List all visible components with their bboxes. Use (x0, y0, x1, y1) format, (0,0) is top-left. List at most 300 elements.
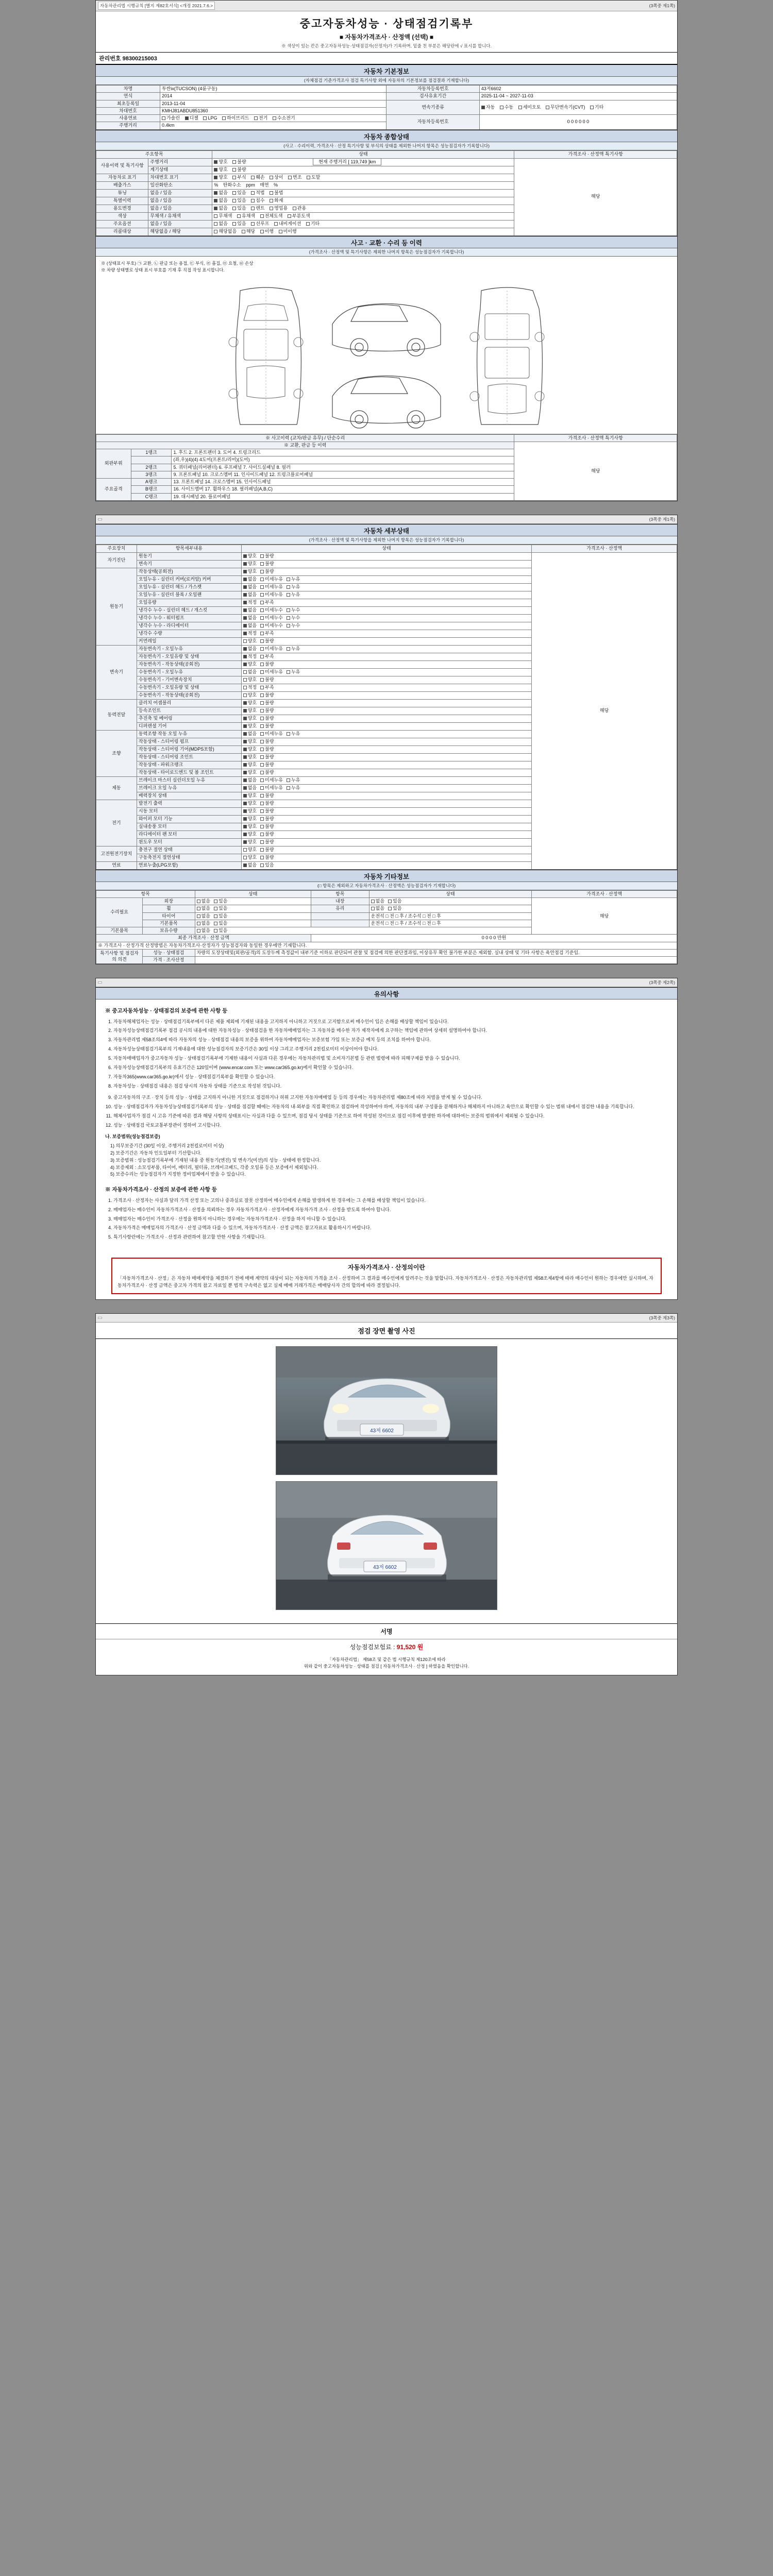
checkbox-icon[interactable] (287, 608, 290, 612)
checkbox-icon[interactable] (243, 578, 247, 581)
checkbox-icon[interactable] (243, 732, 247, 736)
checkbox-icon[interactable] (243, 840, 247, 844)
checkbox-icon[interactable] (287, 732, 290, 736)
fuel-opt-hybrid[interactable]: 하이브리드 (222, 115, 249, 121)
checkbox-icon[interactable] (260, 763, 264, 767)
checkbox-icon[interactable] (260, 601, 264, 604)
detail-opt-2-0-0[interactable]: 없음 (243, 646, 257, 652)
checkbox-icon[interactable] (243, 817, 247, 821)
detail-opt-5-2-1[interactable]: 불량 (260, 793, 274, 799)
tuning-legal[interactable]: 적법 (251, 190, 264, 196)
checkbox-icon[interactable] (260, 748, 264, 751)
detail-item-state-2-4[interactable] (241, 676, 532, 684)
detail-opt-1-9-0[interactable]: 양호 (243, 638, 257, 644)
detail-item-state-6-2[interactable] (241, 815, 532, 823)
detail-item-state-1-5[interactable] (241, 606, 532, 614)
detail-opt-1-0-1[interactable]: 불량 (260, 569, 274, 574)
detail-opt-7-0-0[interactable]: 양호 (243, 847, 257, 853)
checkbox-icon[interactable] (260, 755, 264, 759)
detail-opt-1-2-2[interactable]: 누유 (287, 584, 300, 590)
checkbox-icon[interactable] (243, 717, 247, 720)
detail-item-state-2-1[interactable] (241, 653, 532, 660)
checkbox-icon[interactable] (260, 863, 264, 867)
checkbox-icon[interactable] (243, 585, 247, 589)
detail-item-state-5-0[interactable] (241, 776, 532, 784)
detail-opt-1-6-2[interactable]: 누수 (287, 615, 300, 621)
usage-rent[interactable]: 렌트 (251, 206, 264, 211)
checkbox-icon[interactable] (260, 825, 264, 828)
detail-opt-4-3-1[interactable]: 불량 (260, 754, 274, 760)
detail-opt-1-7-0[interactable]: 없음 (243, 623, 257, 629)
detail-opt-6-0-1[interactable]: 불량 (260, 801, 274, 806)
detail-opt-4-2-0[interactable]: 양호 (243, 747, 257, 752)
detail-opt-2-5-0[interactable]: 적정 (243, 685, 257, 690)
transmission-opt-semi[interactable]: 세미오토 (518, 105, 541, 110)
detail-item-state-4-3[interactable] (241, 753, 532, 761)
checkbox-icon[interactable] (243, 601, 247, 604)
detail-item-state-6-1[interactable] (241, 807, 532, 815)
overall-2-mod[interactable]: 변조 (288, 175, 301, 180)
detail-item-state-4-1[interactable] (241, 738, 532, 745)
checkbox-icon[interactable] (260, 840, 264, 844)
checkbox-icon[interactable] (243, 670, 247, 674)
checkbox-icon[interactable] (260, 608, 264, 612)
detail-opt-0-0-1[interactable]: 불량 (260, 553, 274, 559)
detail-item-state-0-1[interactable] (241, 560, 532, 568)
checkbox-icon[interactable] (260, 794, 264, 798)
checkbox-icon[interactable] (287, 593, 290, 597)
checkbox-icon[interactable] (287, 624, 290, 628)
color-full-paint[interactable]: 전체도색 (260, 213, 283, 219)
checkbox-icon[interactable] (243, 616, 247, 620)
overall-state-8[interactable] (212, 220, 514, 228)
checkbox-icon[interactable] (287, 786, 290, 790)
checkbox-icon[interactable] (260, 570, 264, 573)
overall-state-0[interactable] (212, 158, 514, 166)
checkbox-icon[interactable] (260, 732, 264, 736)
qty-none[interactable]: 없음 (197, 928, 210, 934)
transmission-opt-manual[interactable]: 수동 (500, 105, 513, 110)
checkbox-icon[interactable] (260, 701, 264, 705)
detail-opt-1-5-0[interactable]: 없음 (243, 607, 257, 613)
overall-2-diff[interactable]: 상이 (270, 175, 283, 180)
detail-opt-6-2-0[interactable]: 양호 (243, 816, 257, 822)
detail-item-state-4-0[interactable] (241, 730, 532, 738)
detail-opt-1-8-1[interactable]: 부족 (260, 631, 274, 636)
detail-opt-1-9-1[interactable]: 불량 (260, 638, 274, 644)
detail-opt-6-3-1[interactable]: 불량 (260, 824, 274, 829)
option-sunroof[interactable]: 선루프 (251, 221, 269, 227)
checkbox-icon[interactable] (287, 578, 290, 581)
detail-opt-1-2-0[interactable]: 없음 (243, 584, 257, 590)
checkbox-icon[interactable] (243, 802, 247, 805)
etc-state-qty[interactable] (195, 927, 532, 935)
fuel-opt-diesel[interactable]: 디젤 (185, 115, 198, 121)
color-chroma[interactable]: 유채색 (237, 213, 255, 219)
detail-item-state-6-3[interactable] (241, 823, 532, 831)
detail-item-state-6-0[interactable] (241, 800, 532, 807)
checkbox-icon[interactable] (260, 554, 264, 558)
option-none[interactable]: 없음 (214, 221, 227, 227)
detail-opt-7-0-1[interactable]: 불량 (260, 847, 274, 853)
detail-item-state-2-3[interactable] (241, 668, 532, 676)
checkbox-icon[interactable] (243, 655, 247, 658)
checkbox-icon[interactable] (260, 786, 264, 790)
detail-opt-3-0-0[interactable]: 양호 (243, 700, 257, 706)
special-none[interactable]: 없음 (214, 198, 227, 204)
checkbox-icon[interactable] (243, 724, 247, 728)
fuel-opt-gasoline[interactable]: 가솔린 (162, 115, 180, 121)
detail-item-state-3-1[interactable] (241, 707, 532, 715)
checkbox-icon[interactable] (260, 740, 264, 743)
detail-opt-1-1-0[interactable]: 없음 (243, 577, 257, 582)
overall-state-9[interactable] (212, 228, 514, 235)
transmission-options[interactable] (479, 100, 677, 115)
checkbox-icon[interactable] (260, 802, 264, 805)
checkbox-icon[interactable] (243, 632, 247, 635)
detail-opt-1-4-1[interactable]: 부족 (260, 600, 274, 605)
checkbox-icon[interactable] (260, 817, 264, 821)
detail-opt-2-4-0[interactable]: 양호 (243, 677, 257, 683)
detail-opt-6-5-0[interactable]: 양호 (243, 839, 257, 845)
detail-opt-2-0-2[interactable]: 누유 (287, 646, 300, 652)
detail-opt-2-1-0[interactable]: 적정 (243, 654, 257, 659)
checkbox-icon[interactable] (260, 809, 264, 813)
detail-item-state-2-0[interactable] (241, 645, 532, 653)
detail-opt-5-0-2[interactable]: 누유 (287, 777, 300, 783)
checkbox-icon[interactable] (287, 778, 290, 782)
detail-item-state-1-4[interactable] (241, 599, 532, 606)
etc-state-wheel[interactable] (195, 905, 311, 912)
overall-0-bad[interactable]: 불량 (232, 159, 246, 165)
detail-opt-5-1-1[interactable]: 미세누유 (260, 785, 283, 791)
detail-opt-2-4-1[interactable]: 불량 (260, 677, 274, 683)
overall-state-3[interactable] (212, 181, 514, 189)
detail-opt-2-5-1[interactable]: 부족 (260, 685, 274, 690)
special-fire[interactable]: 화재 (270, 198, 283, 204)
detail-opt-2-2-0[interactable]: 양호 (243, 662, 257, 667)
detail-item-state-4-5[interactable] (241, 769, 532, 776)
ext-none[interactable]: 없음 (197, 899, 210, 904)
qty-yes[interactable]: 있음 (214, 928, 227, 934)
int-none[interactable]: 없음 (371, 899, 384, 904)
detail-item-state-0-0[interactable] (241, 552, 532, 560)
checkbox-icon[interactable] (243, 678, 247, 682)
transmission-opt-cvt[interactable]: 무단변속기(CVT) (546, 105, 585, 110)
special-yes[interactable]: 있음 (232, 198, 246, 204)
checkbox-icon[interactable] (260, 585, 264, 589)
detail-opt-1-3-2[interactable]: 누유 (287, 592, 300, 598)
overall-state-7[interactable] (212, 212, 514, 220)
detail-opt-3-1-0[interactable]: 양호 (243, 708, 257, 714)
detail-opt-3-2-0[interactable]: 양호 (243, 716, 257, 721)
etc-state-basic2[interactable] (195, 920, 311, 927)
etc-state-basic2-pos[interactable]: 운전석 □ 전 □ 후 / 조수석 □ 전 □ 후 (369, 920, 532, 927)
detail-item-state-1-2[interactable] (241, 583, 532, 591)
checkbox-icon[interactable] (243, 570, 247, 573)
detail-opt-1-4-0[interactable]: 적정 (243, 600, 257, 605)
checkbox-icon[interactable] (287, 585, 290, 589)
checkbox-icon[interactable] (243, 748, 247, 751)
color-mono[interactable]: 무채색 (214, 213, 232, 219)
checkbox-icon[interactable] (243, 639, 247, 643)
detail-opt-1-3-0[interactable]: 없음 (243, 592, 257, 598)
detail-opt-4-4-0[interactable]: 양호 (243, 762, 257, 768)
checkbox-icon[interactable] (243, 778, 247, 782)
checkbox-icon[interactable] (243, 608, 247, 612)
detail-opt-6-1-1[interactable]: 불량 (260, 808, 274, 814)
detail-opt-4-0-2[interactable]: 누유 (287, 731, 300, 737)
overall-state-5[interactable] (212, 197, 514, 205)
detail-item-state-2-6[interactable] (241, 691, 532, 699)
detail-item-state-2-5[interactable] (241, 684, 532, 691)
detail-opt-4-2-1[interactable]: 불량 (260, 747, 274, 752)
basic2-none[interactable]: 없음 (197, 921, 210, 926)
usage-business[interactable]: 영업용 (270, 206, 288, 211)
detail-item-state-1-1[interactable] (241, 575, 532, 583)
detail-opt-1-0-0[interactable]: 양호 (243, 569, 257, 574)
detail-item-state-1-8[interactable] (241, 630, 532, 637)
checkbox-icon[interactable] (287, 647, 290, 651)
checkbox-icon[interactable] (260, 724, 264, 728)
usage-none[interactable]: 없음 (214, 206, 227, 211)
checkbox-icon[interactable] (243, 554, 247, 558)
checkbox-icon[interactable] (243, 686, 247, 689)
overall-state-6[interactable] (212, 205, 514, 212)
int-yes[interactable]: 있음 (388, 899, 401, 904)
detail-opt-4-4-1[interactable]: 불량 (260, 762, 274, 768)
checkbox-icon[interactable] (243, 771, 247, 774)
detail-item-state-8-0[interactable] (241, 861, 532, 869)
detail-item-state-4-2[interactable] (241, 745, 532, 753)
detail-opt-1-2-1[interactable]: 미세누유 (260, 584, 283, 590)
detail-opt-6-3-0[interactable]: 양호 (243, 824, 257, 829)
recall-done[interactable]: 이행 (260, 229, 274, 234)
checkbox-icon[interactable] (243, 863, 247, 867)
checkbox-icon[interactable] (243, 825, 247, 828)
checkbox-icon[interactable] (260, 639, 264, 643)
checkbox-icon[interactable] (243, 562, 247, 566)
checkbox-icon[interactable] (243, 856, 247, 859)
basic2-yes[interactable]: 있음 (214, 921, 227, 926)
checkbox-icon[interactable] (243, 663, 247, 666)
detail-opt-5-0-1[interactable]: 미세누유 (260, 777, 283, 783)
recall-na[interactable]: 해당없음 (214, 229, 237, 234)
detail-item-state-1-7[interactable] (241, 622, 532, 630)
checkbox-icon[interactable] (260, 848, 264, 852)
checkbox-icon[interactable] (260, 655, 264, 658)
checkbox-icon[interactable] (260, 647, 264, 651)
overall-2-good[interactable]: 양호 (214, 175, 227, 180)
usage-gov[interactable]: 관용 (293, 206, 306, 211)
option-navi[interactable]: 내비게이션 (274, 221, 301, 227)
overall-2-erase[interactable]: 도말 (307, 175, 320, 180)
detail-item-state-4-4[interactable] (241, 761, 532, 769)
checkbox-icon[interactable] (243, 693, 247, 697)
detail-opt-4-5-0[interactable]: 양호 (243, 770, 257, 775)
detail-item-state-7-1[interactable] (241, 854, 532, 861)
detail-opt-4-5-1[interactable]: 불량 (260, 770, 274, 775)
color-part-paint[interactable]: 부분도색 (288, 213, 310, 219)
checkbox-icon[interactable] (260, 717, 264, 720)
detail-opt-2-1-1[interactable]: 부족 (260, 654, 274, 659)
checkbox-icon[interactable] (243, 647, 247, 651)
transmission-opt-auto[interactable]: 자동 (481, 105, 495, 110)
checkbox-icon[interactable] (243, 624, 247, 628)
checkbox-icon[interactable] (260, 593, 264, 597)
special-flood[interactable]: 침수 (251, 198, 264, 204)
detail-item-state-1-3[interactable] (241, 591, 532, 599)
detail-item-state-1-0[interactable] (241, 568, 532, 575)
etc-state-int[interactable] (369, 898, 532, 905)
overall-1-bad[interactable]: 불량 (232, 167, 246, 173)
detail-opt-3-3-0[interactable]: 양호 (243, 723, 257, 729)
detail-opt-8-0-0[interactable]: 없음 (243, 862, 257, 868)
fuel-options[interactable] (160, 115, 386, 122)
transmission-opt-etc[interactable]: 기타 (590, 105, 603, 110)
detail-opt-4-1-0[interactable]: 양호 (243, 739, 257, 744)
detail-opt-2-0-1[interactable]: 미세누유 (260, 646, 283, 652)
checkbox-icon[interactable] (260, 778, 264, 782)
detail-opt-4-0-1[interactable]: 미세누유 (260, 731, 283, 737)
detail-opt-5-0-0[interactable]: 없음 (243, 777, 257, 783)
detail-opt-6-2-1[interactable]: 불량 (260, 816, 274, 822)
overall-2-corrode[interactable]: 부식 (232, 175, 246, 180)
option-etc[interactable]: 기타 (306, 221, 320, 227)
checkbox-icon[interactable] (260, 670, 264, 674)
wheel-none[interactable]: 없음 (197, 906, 210, 911)
fuel-opt-lpg[interactable]: LPG (203, 115, 217, 121)
detail-opt-0-1-0[interactable]: 양호 (243, 561, 257, 567)
detail-opt-3-1-1[interactable]: 불량 (260, 708, 274, 714)
detail-item-state-3-3[interactable] (241, 722, 532, 730)
checkbox-icon[interactable] (243, 763, 247, 767)
detail-opt-2-2-1[interactable]: 불량 (260, 662, 274, 667)
detail-opt-5-1-2[interactable]: 누유 (287, 785, 300, 791)
checkbox-icon[interactable] (260, 709, 264, 713)
checkbox-icon[interactable] (260, 578, 264, 581)
detail-opt-6-4-0[interactable]: 양호 (243, 832, 257, 837)
checkbox-icon[interactable] (260, 663, 264, 666)
detail-opt-0-0-0[interactable]: 양호 (243, 553, 257, 559)
detail-opt-1-8-0[interactable]: 적정 (243, 631, 257, 636)
detail-opt-0-1-1[interactable]: 불량 (260, 561, 274, 567)
detail-opt-1-5-2[interactable]: 누수 (287, 607, 300, 613)
detail-opt-1-6-0[interactable]: 없음 (243, 615, 257, 621)
checkbox-icon[interactable] (243, 794, 247, 798)
checkbox-icon[interactable] (243, 709, 247, 713)
detail-opt-4-0-0[interactable]: 없음 (243, 731, 257, 737)
overall-state-4[interactable] (212, 189, 514, 197)
detail-opt-1-7-2[interactable]: 누수 (287, 623, 300, 629)
detail-opt-1-1-1[interactable]: 미세누유 (260, 577, 283, 582)
glass-yes[interactable]: 있음 (388, 906, 401, 911)
detail-opt-6-0-0[interactable]: 양호 (243, 801, 257, 806)
detail-item-state-1-6[interactable] (241, 614, 532, 622)
tuning-yes[interactable]: 있음 (232, 190, 246, 196)
recall-not-done[interactable]: 미이행 (279, 229, 297, 234)
detail-item-state-3-2[interactable] (241, 715, 532, 722)
detail-item-state-2-2[interactable] (241, 660, 532, 668)
detail-opt-6-1-0[interactable]: 양호 (243, 808, 257, 814)
etc-state-tire-pos[interactable]: 운전석 □ 전 □ 후 / 조수석 □ 전 □ 후 (369, 912, 532, 920)
detail-item-state-3-0[interactable] (241, 699, 532, 707)
detail-item-state-7-0[interactable] (241, 846, 532, 854)
checkbox-icon[interactable] (260, 678, 264, 682)
checkbox-icon[interactable] (243, 755, 247, 759)
overall-1-good[interactable]: 양호 (214, 167, 227, 173)
detail-opt-7-1-0[interactable]: 양호 (243, 855, 257, 860)
checkbox-icon[interactable] (260, 624, 264, 628)
detail-opt-5-2-0[interactable]: 양호 (243, 793, 257, 799)
tuning-none[interactable]: 없음 (214, 190, 227, 196)
usage-yes[interactable]: 있음 (232, 206, 246, 211)
etc-state-ext[interactable] (195, 898, 311, 905)
detail-opt-7-1-1[interactable]: 불량 (260, 855, 274, 860)
detail-opt-1-7-1[interactable]: 미세누수 (260, 623, 283, 629)
detail-opt-2-3-0[interactable]: 없음 (243, 669, 257, 675)
fuel-opt-hydrogen[interactable]: 수소전기 (273, 115, 295, 121)
etc-state-tire[interactable] (195, 912, 311, 920)
checkbox-icon[interactable] (243, 833, 247, 836)
option-yes[interactable]: 있음 (232, 221, 246, 227)
detail-item-state-5-2[interactable] (241, 792, 532, 800)
checkbox-icon[interactable] (260, 693, 264, 697)
detail-opt-8-0-1[interactable]: 있음 (260, 862, 274, 868)
detail-opt-1-1-2[interactable]: 누유 (287, 577, 300, 582)
etc-state-glass[interactable] (369, 905, 532, 912)
fuel-opt-electric[interactable]: 전기 (254, 115, 267, 121)
detail-item-state-6-4[interactable] (241, 831, 532, 838)
detail-opt-6-5-1[interactable]: 불량 (260, 839, 274, 845)
checkbox-icon[interactable] (243, 786, 247, 790)
detail-opt-5-1-0[interactable]: 없음 (243, 785, 257, 791)
checkbox-icon[interactable] (287, 616, 290, 620)
overall-2-damage[interactable]: 훼손 (251, 175, 264, 180)
detail-item-state-6-5[interactable] (241, 838, 532, 846)
glass-none[interactable]: 없음 (371, 906, 384, 911)
detail-opt-2-3-2[interactable]: 누유 (287, 669, 300, 675)
detail-opt-4-1-1[interactable]: 불량 (260, 739, 274, 744)
recall-yes[interactable]: 해당 (242, 229, 255, 234)
checkbox-icon[interactable] (260, 686, 264, 689)
checkbox-icon[interactable] (260, 562, 264, 566)
checkbox-icon[interactable] (260, 771, 264, 774)
checkbox-icon[interactable] (243, 809, 247, 813)
overall-0-good[interactable]: 양호 (214, 159, 227, 165)
checkbox-icon[interactable] (287, 670, 290, 674)
detail-opt-3-3-1[interactable]: 불량 (260, 723, 274, 729)
detail-opt-3-2-1[interactable]: 불량 (260, 716, 274, 721)
checkbox-icon[interactable] (260, 833, 264, 836)
detail-opt-2-6-1[interactable]: 불량 (260, 692, 274, 698)
detail-opt-4-3-0[interactable]: 양호 (243, 754, 257, 760)
detail-item-state-5-1[interactable] (241, 784, 532, 792)
detail-opt-1-3-1[interactable]: 미세누유 (260, 592, 283, 598)
detail-opt-2-3-1[interactable]: 미세누유 (260, 669, 283, 675)
tire-yes[interactable]: 있음 (214, 913, 227, 919)
checkbox-icon[interactable] (243, 701, 247, 705)
checkbox-icon[interactable] (243, 740, 247, 743)
detail-opt-1-5-1[interactable]: 미세누수 (260, 607, 283, 613)
checkbox-icon[interactable] (243, 593, 247, 597)
checkbox-icon[interactable] (260, 856, 264, 859)
detail-opt-1-6-1[interactable]: 미세누수 (260, 615, 283, 621)
checkbox-icon[interactable] (260, 616, 264, 620)
checkbox-icon[interactable] (260, 632, 264, 635)
wheel-yes[interactable]: 있음 (214, 906, 227, 911)
detail-opt-2-6-0[interactable]: 양호 (243, 692, 257, 698)
